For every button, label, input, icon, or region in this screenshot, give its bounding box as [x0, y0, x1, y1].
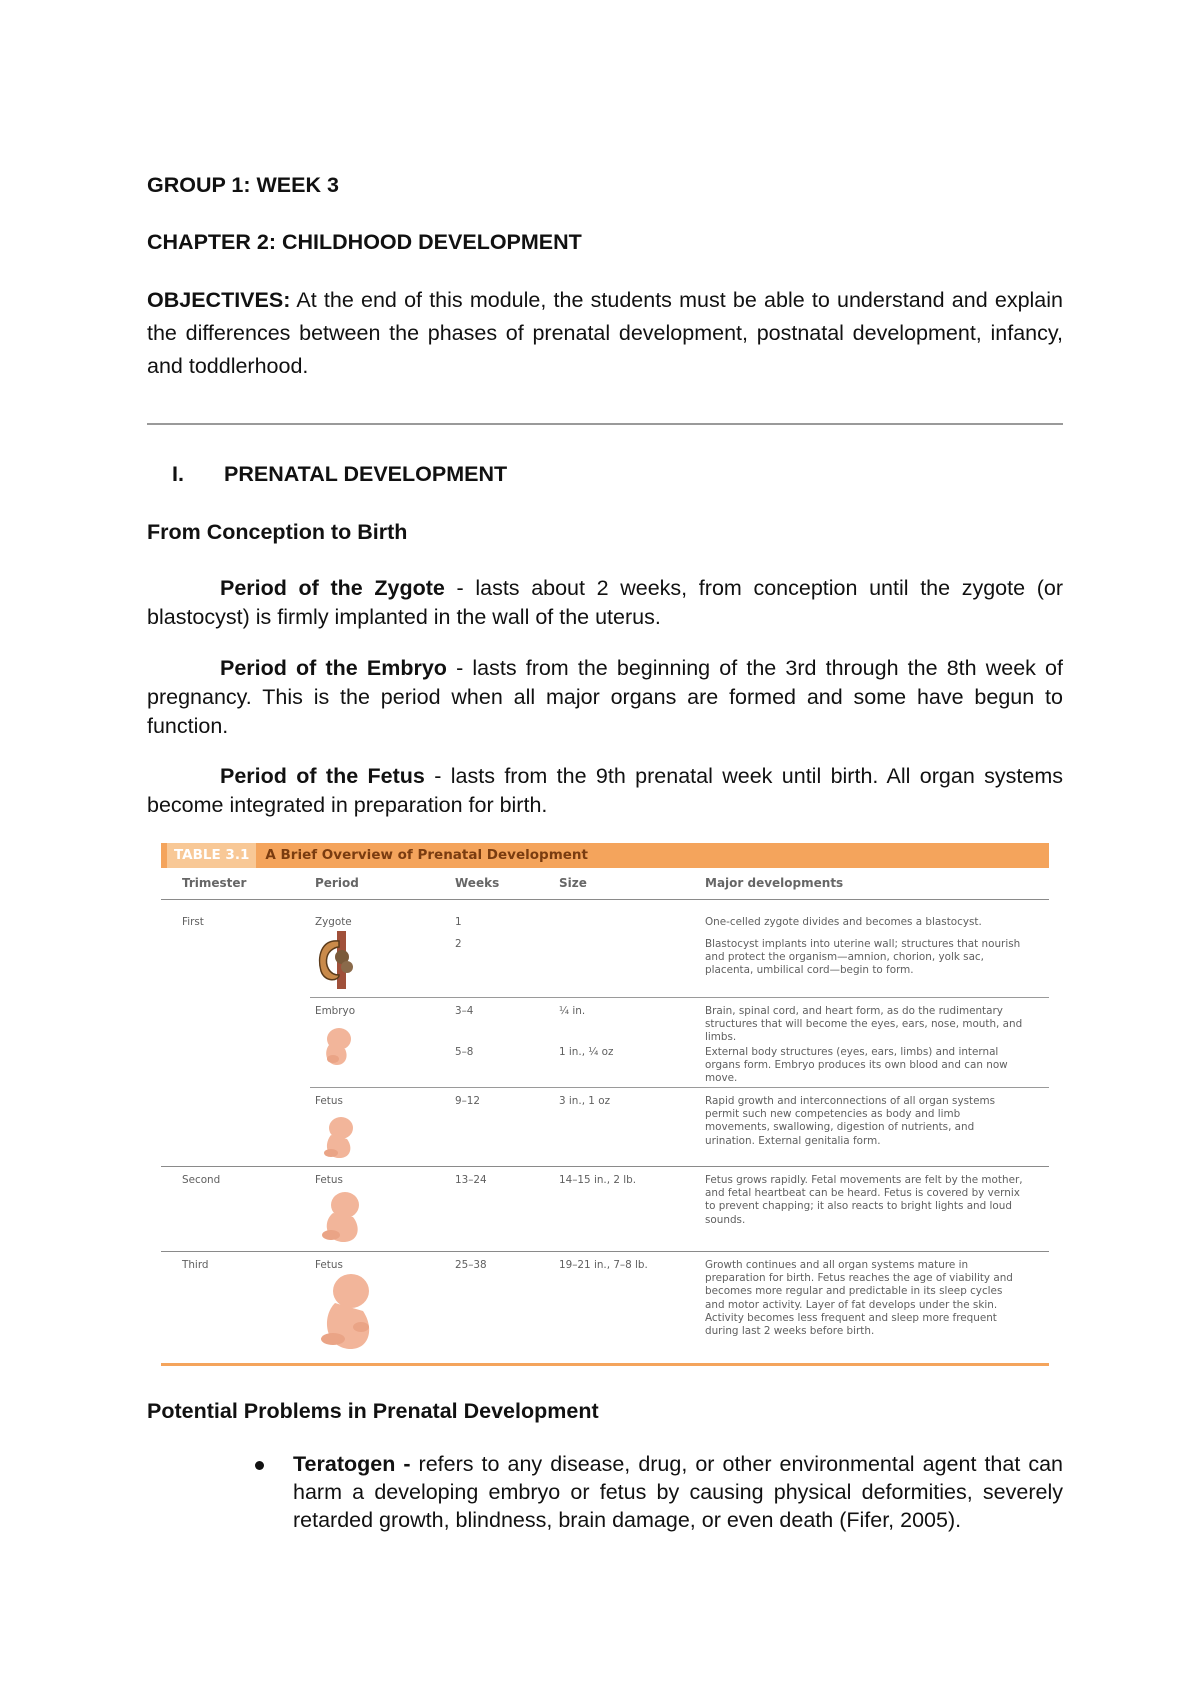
chapter-heading: CHAPTER 2: CHILDHOOD DEVELOPMENT	[147, 230, 582, 254]
cell-development: Blastocyst implants into uterine wall; structures that nourish and protect the organism—amnion, chorion, yolk sac, placenta, umbilical cord—begin to form.	[705, 938, 1021, 977]
cell-development: External body structures (eyes, ears, limbs) and internal organs form. Embryo produces its own blood and can now move.	[705, 1046, 1008, 1085]
period-text: - lasts from the beginning of the 3rd through the 8th week of pregnancy. This is the period when all major organs are formed and some have begun to function.	[147, 656, 1063, 738]
problems-heading: Potential Problems in Prenatal Development	[147, 1399, 599, 1423]
bullet-term: Teratogen -	[293, 1452, 411, 1476]
cell-size: ¼ in.	[559, 1005, 586, 1017]
zygote-illustration	[315, 931, 363, 989]
column-header-period: Period	[315, 876, 359, 890]
cell-weeks: 2	[455, 938, 462, 950]
cell-period: Fetus	[315, 1095, 343, 1107]
cell-development: Brain, spinal cord, and heart form, as do the rudimentary structures that will become the eyes, ears, nose, mouth, and limbs.	[705, 1005, 1023, 1044]
cell-period: Fetus	[315, 1259, 343, 1271]
cell-development: Rapid growth and interconnections of all organ systems permit such new competencies as body and limb movements, swallowing, digestion of nutrients, and urination. External genitalia form.	[705, 1095, 996, 1147]
cell-weeks: 25–38	[455, 1259, 487, 1271]
period-text: - lasts about 2 weeks, from conception until the zygote (or blastocyst) is firmly implanted in the wall of the uterus.	[147, 576, 1063, 629]
cell-period: Embryo	[315, 1005, 356, 1017]
cell-size: 3 in., 1 oz	[559, 1095, 611, 1107]
table-label: TABLE 3.1	[167, 843, 256, 868]
cell-size: 14–15 in., 2 lb.	[559, 1174, 637, 1186]
table-header-rule	[161, 899, 1049, 900]
objectives-text: At the end of this module, the students must be able to understand and explain the differences between the phases of prenatal development, postnatal development, infancy, and toddlerhood.	[147, 288, 1063, 378]
cell-size: 1 in., ¼ oz	[559, 1046, 614, 1058]
teratogen-bullet	[293, 1450, 1063, 1534]
cell-weeks: 13–24	[455, 1174, 487, 1186]
column-header-weeks: Weeks	[455, 876, 500, 890]
fetus-second-trimester-illustration	[315, 1189, 371, 1245]
embryo-illustration	[315, 1023, 359, 1069]
cell-size: 19–21 in., 7–8 lb.	[559, 1259, 648, 1271]
fetus-third-trimester-illustration	[315, 1271, 383, 1353]
row-rule	[161, 1166, 1049, 1167]
section-heading	[172, 462, 507, 487]
subheading-conception: From Conception to Birth	[147, 520, 408, 544]
row-rule	[161, 1251, 1049, 1252]
cell-development: Growth continues and all organ systems mature in preparation for birth. Fetus reaches the age of viability and becomes more regular and predictable in its sleep cycles and motor activity. Layer of fat develops under the skin. Activity becomes less frequent and sleep more frequent during last 2 weeks before birth.	[705, 1259, 1013, 1338]
bullet-icon	[255, 1461, 264, 1470]
row-rule	[310, 997, 1049, 998]
cell-weeks: 5–8	[455, 1046, 474, 1058]
cell-development: One-celled zygote divides and becomes a blastocyst.	[705, 916, 982, 928]
horizontal-divider	[147, 423, 1063, 425]
period-embryo-paragraph	[147, 654, 1063, 741]
table-title: A Brief Overview of Prenatal Development	[265, 847, 588, 863]
column-header-size: Size	[559, 876, 587, 890]
period-fetus-paragraph	[147, 762, 1063, 820]
group-week-heading: GROUP 1: WEEK 3	[147, 173, 339, 197]
cell-weeks: 1	[455, 916, 462, 928]
table-caption	[161, 843, 1049, 868]
cell-weeks: 3–4	[455, 1005, 474, 1017]
period-text: - lasts from the 9th prenatal week until birth. All organ systems become integrated in preparation for birth.	[147, 764, 1063, 817]
prenatal-table-figure	[147, 843, 1049, 1369]
cell-trimester: Second	[182, 1174, 221, 1186]
period-term: Period of the Embryo	[220, 656, 447, 680]
period-zygote-paragraph	[147, 574, 1063, 632]
cell-weeks: 9–12	[455, 1095, 481, 1107]
cell-period: Fetus	[315, 1174, 343, 1186]
cell-trimester: First	[182, 916, 204, 928]
cell-trimester: Third	[182, 1259, 209, 1271]
objectives-paragraph	[147, 284, 1063, 383]
period-term: Period of the Fetus	[220, 764, 425, 788]
bullet-text: refers to any disease, drug, or other environmental agent that can harm a developing embryo or fetus by causing physical deformities, severely retarded growth, blindness, brain damage, or even death (Fifer, 2005).	[293, 1452, 1064, 1532]
column-header-major-developments: Major developments	[705, 876, 844, 890]
cell-period: Zygote	[315, 916, 352, 928]
cell-development: Fetus grows rapidly. Fetal movements are felt by the mother, and fetal heartbeat can be heard. Fetus is covered by vernix to prevent chapping; it also reacts to bright lights and loud sounds.	[705, 1174, 1023, 1226]
column-header-trimester: Trimester	[182, 876, 247, 890]
objectives-label: OBJECTIVES:	[147, 288, 291, 312]
row-rule	[310, 1087, 1049, 1088]
section-number: I.	[172, 462, 184, 486]
period-term: Period of the Zygote	[220, 576, 445, 600]
section-title: PRENATAL DEVELOPMENT	[224, 462, 508, 486]
fetus-illustration	[315, 1113, 361, 1161]
table-bottom-rule	[161, 1363, 1049, 1366]
